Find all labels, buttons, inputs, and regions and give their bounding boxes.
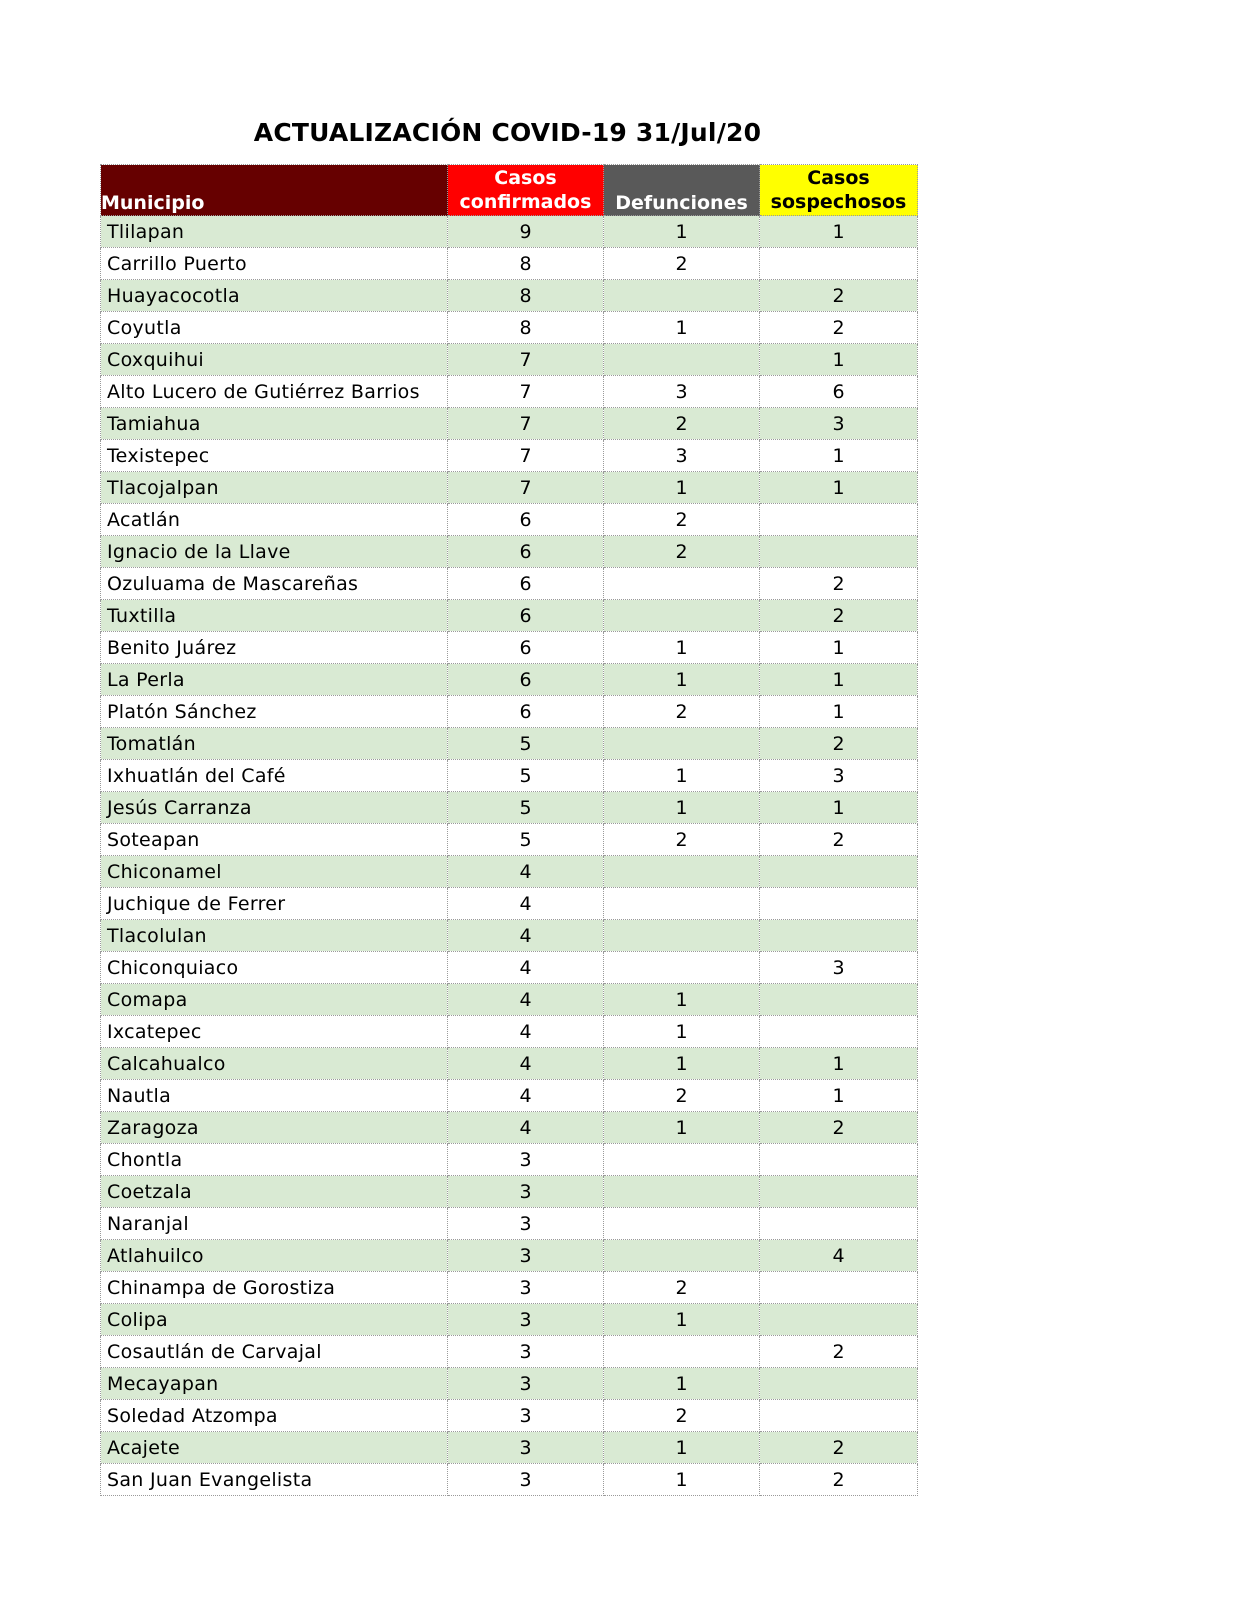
- cell-casos-sospechosos: 2: [760, 280, 918, 312]
- table-row: [101, 888, 918, 920]
- table-row: [101, 472, 918, 504]
- cell-municipio: Coyutla: [101, 312, 448, 344]
- cell-casos-confirmados: 9: [448, 216, 604, 248]
- cell-casos-confirmados: 5: [448, 824, 604, 856]
- cell-casos-confirmados: 3: [448, 1272, 604, 1304]
- table-row: [101, 632, 918, 664]
- cell-casos-sospechosos: [760, 984, 918, 1016]
- table-row: [101, 1240, 918, 1272]
- cell-municipio: Mecayapan: [101, 1368, 448, 1400]
- cell-casos-sospechosos: [760, 1176, 918, 1208]
- cell-defunciones: [604, 856, 760, 888]
- cell-municipio: Tlacolulan: [101, 920, 448, 952]
- cell-municipio: Chontla: [101, 1144, 448, 1176]
- cell-municipio: Tomatlán: [101, 728, 448, 760]
- cell-defunciones: 2: [604, 696, 760, 728]
- cell-casos-confirmados: 6: [448, 632, 604, 664]
- table-row: [101, 312, 918, 344]
- cell-defunciones: [604, 280, 760, 312]
- cell-casos-confirmados: 3: [448, 1400, 604, 1432]
- cell-municipio: Ixhuatlán del Café: [101, 760, 448, 792]
- table-row: [101, 280, 918, 312]
- cell-defunciones: [604, 952, 760, 984]
- cell-casos-sospechosos: 1: [760, 696, 918, 728]
- cell-municipio: Ozuluama de Mascareñas: [101, 568, 448, 600]
- table-row: [101, 344, 918, 376]
- cell-casos-sospechosos: [760, 856, 918, 888]
- cell-casos-confirmados: 3: [448, 1432, 604, 1464]
- cell-defunciones: [604, 344, 760, 376]
- cell-casos-sospechosos: 1: [760, 664, 918, 696]
- cell-defunciones: 1: [604, 1304, 760, 1336]
- page-title: ACTUALIZACIÓN COVID-19 31/Jul/20: [253, 118, 762, 147]
- cell-casos-sospechosos: 1: [760, 1048, 918, 1080]
- cell-municipio: Chiconamel: [101, 856, 448, 888]
- cell-municipio: Chinampa de Gorostiza: [101, 1272, 448, 1304]
- cell-casos-confirmados: 3: [448, 1336, 604, 1368]
- cell-casos-confirmados: 6: [448, 536, 604, 568]
- cell-casos-confirmados: 7: [448, 472, 604, 504]
- cell-casos-sospechosos: 1: [760, 344, 918, 376]
- cell-municipio: Platón Sánchez: [101, 696, 448, 728]
- cell-municipio: Alto Lucero de Gutiérrez Barrios: [101, 376, 448, 408]
- cell-casos-sospechosos: [760, 1016, 918, 1048]
- cell-casos-confirmados: 6: [448, 696, 604, 728]
- cell-municipio: La Perla: [101, 664, 448, 696]
- cell-casos-confirmados: 3: [448, 1464, 604, 1496]
- cell-casos-sospechosos: 2: [760, 600, 918, 632]
- table-row: [101, 1016, 918, 1048]
- cell-casos-sospechosos: 1: [760, 792, 918, 824]
- cell-casos-sospechosos: [760, 248, 918, 280]
- cell-casos-confirmados: 4: [448, 920, 604, 952]
- cell-casos-confirmados: 5: [448, 728, 604, 760]
- cell-municipio: Tlacojalpan: [101, 472, 448, 504]
- cell-casos-sospechosos: 1: [760, 632, 918, 664]
- cell-municipio: Chiconquiaco: [101, 952, 448, 984]
- table-row: [101, 984, 918, 1016]
- cell-casos-sospechosos: 4: [760, 1240, 918, 1272]
- cell-municipio: Texistepec: [101, 440, 448, 472]
- cell-defunciones: [604, 1336, 760, 1368]
- cell-municipio: Zaragoza: [101, 1112, 448, 1144]
- cell-defunciones: 3: [604, 376, 760, 408]
- cell-defunciones: 1: [604, 216, 760, 248]
- cell-municipio: Soteapan: [101, 824, 448, 856]
- cell-casos-confirmados: 4: [448, 1016, 604, 1048]
- cell-casos-confirmados: 3: [448, 1144, 604, 1176]
- cell-defunciones: 2: [604, 536, 760, 568]
- cell-casos-confirmados: 5: [448, 792, 604, 824]
- header-defunciones: Defunciones: [604, 165, 760, 216]
- cell-casos-confirmados: 7: [448, 440, 604, 472]
- cell-municipio: Soledad Atzompa: [101, 1400, 448, 1432]
- cell-casos-confirmados: 7: [448, 344, 604, 376]
- cell-casos-confirmados: 5: [448, 760, 604, 792]
- cell-municipio: Coetzala: [101, 1176, 448, 1208]
- header-casos-sospechosos: [760, 165, 918, 216]
- cell-casos-confirmados: 6: [448, 504, 604, 536]
- header-casos-confirmados-line1: Casos: [494, 167, 557, 189]
- cell-defunciones: 1: [604, 792, 760, 824]
- cell-casos-sospechosos: [760, 1400, 918, 1432]
- cell-casos-sospechosos: 2: [760, 728, 918, 760]
- table-row: [101, 952, 918, 984]
- cell-defunciones: [604, 1144, 760, 1176]
- cell-defunciones: 2: [604, 1080, 760, 1112]
- cell-casos-confirmados: 3: [448, 1304, 604, 1336]
- cell-casos-sospechosos: 2: [760, 1464, 918, 1496]
- cell-defunciones: [604, 1240, 760, 1272]
- cell-casos-sospechosos: [760, 1208, 918, 1240]
- cell-casos-confirmados: 4: [448, 856, 604, 888]
- cell-municipio: Tamiahua: [101, 408, 448, 440]
- cell-defunciones: 1: [604, 632, 760, 664]
- table-row: [101, 1432, 918, 1464]
- cell-casos-confirmados: 8: [448, 248, 604, 280]
- header-casos-confirmados: [448, 165, 604, 216]
- table-row: [101, 664, 918, 696]
- cell-casos-sospechosos: 2: [760, 1336, 918, 1368]
- header-municipio: Municipio: [101, 165, 448, 216]
- table-row: [101, 1464, 918, 1496]
- cell-defunciones: 1: [604, 472, 760, 504]
- cell-municipio: Coxquihui: [101, 344, 448, 376]
- cell-defunciones: 1: [604, 312, 760, 344]
- covid-table: [100, 164, 918, 1496]
- cell-municipio: Cosautlán de Carvajal: [101, 1336, 448, 1368]
- table-row: [101, 1112, 918, 1144]
- table-row: [101, 728, 918, 760]
- cell-casos-confirmados: 4: [448, 952, 604, 984]
- cell-municipio: Acajete: [101, 1432, 448, 1464]
- cell-municipio: Jesús Carranza: [101, 792, 448, 824]
- cell-municipio: Carrillo Puerto: [101, 248, 448, 280]
- cell-defunciones: 2: [604, 1400, 760, 1432]
- cell-casos-sospechosos: [760, 1272, 918, 1304]
- table-row: [101, 856, 918, 888]
- cell-casos-sospechosos: 2: [760, 824, 918, 856]
- table-row: [101, 536, 918, 568]
- cell-municipio: Benito Juárez: [101, 632, 448, 664]
- cell-defunciones: 2: [604, 408, 760, 440]
- cell-defunciones: 1: [604, 1016, 760, 1048]
- cell-municipio: Ignacio de la Llave: [101, 536, 448, 568]
- table-row: [101, 408, 918, 440]
- table-row: [101, 760, 918, 792]
- table-row: [101, 440, 918, 472]
- cell-casos-confirmados: 8: [448, 312, 604, 344]
- cell-defunciones: 2: [604, 1272, 760, 1304]
- cell-casos-confirmados: 4: [448, 1112, 604, 1144]
- cell-municipio: Juchique de Ferrer: [101, 888, 448, 920]
- cell-casos-confirmados: 4: [448, 888, 604, 920]
- cell-defunciones: [604, 888, 760, 920]
- table-row: [101, 216, 918, 248]
- cell-casos-sospechosos: 2: [760, 1112, 918, 1144]
- table-row: [101, 248, 918, 280]
- cell-casos-sospechosos: 2: [760, 1432, 918, 1464]
- cell-municipio: Tuxtilla: [101, 600, 448, 632]
- cell-defunciones: [604, 1176, 760, 1208]
- table-row: [101, 1400, 918, 1432]
- cell-defunciones: [604, 568, 760, 600]
- cell-defunciones: 1: [604, 1048, 760, 1080]
- cell-municipio: San Juan Evangelista: [101, 1464, 448, 1496]
- header-casos-confirmados-line2: confirmados: [459, 191, 592, 213]
- cell-defunciones: 1: [604, 1368, 760, 1400]
- table-row: [101, 824, 918, 856]
- cell-casos-sospechosos: 1: [760, 216, 918, 248]
- cell-defunciones: 1: [604, 1112, 760, 1144]
- cell-defunciones: [604, 600, 760, 632]
- cell-defunciones: 2: [604, 824, 760, 856]
- cell-municipio: Comapa: [101, 984, 448, 1016]
- cell-municipio: Atlahuilco: [101, 1240, 448, 1272]
- cell-casos-sospechosos: 1: [760, 1080, 918, 1112]
- cell-defunciones: [604, 728, 760, 760]
- cell-casos-confirmados: 3: [448, 1208, 604, 1240]
- table-row: [101, 792, 918, 824]
- table-row: [101, 1304, 918, 1336]
- cell-casos-sospechosos: [760, 504, 918, 536]
- cell-defunciones: 1: [604, 984, 760, 1016]
- cell-casos-confirmados: 4: [448, 1080, 604, 1112]
- cell-casos-confirmados: 6: [448, 568, 604, 600]
- cell-municipio: Calcahualco: [101, 1048, 448, 1080]
- cell-casos-sospechosos: [760, 1144, 918, 1176]
- table-row: [101, 376, 918, 408]
- cell-casos-confirmados: 8: [448, 280, 604, 312]
- table-row: [101, 1336, 918, 1368]
- cell-defunciones: 1: [604, 760, 760, 792]
- cell-municipio: Huayacocotla: [101, 280, 448, 312]
- table-row: [101, 504, 918, 536]
- cell-casos-confirmados: 4: [448, 1048, 604, 1080]
- cell-municipio: Naranjal: [101, 1208, 448, 1240]
- cell-municipio: Acatlán: [101, 504, 448, 536]
- table-row: [101, 1080, 918, 1112]
- table-row: [101, 1048, 918, 1080]
- cell-casos-sospechosos: [760, 1304, 918, 1336]
- cell-casos-confirmados: 6: [448, 664, 604, 696]
- cell-municipio: Ixcatepec: [101, 1016, 448, 1048]
- cell-casos-sospechosos: 2: [760, 568, 918, 600]
- table-body: [101, 216, 918, 1496]
- cell-casos-confirmados: 3: [448, 1176, 604, 1208]
- cell-defunciones: 1: [604, 1464, 760, 1496]
- table-header-row: [101, 165, 918, 216]
- cell-casos-sospechosos: [760, 920, 918, 952]
- table-row: [101, 696, 918, 728]
- cell-municipio: Tlilapan: [101, 216, 448, 248]
- cell-casos-sospechosos: 6: [760, 376, 918, 408]
- cell-municipio: Colipa: [101, 1304, 448, 1336]
- cell-casos-confirmados: 6: [448, 600, 604, 632]
- cell-casos-sospechosos: 3: [760, 952, 918, 984]
- cell-defunciones: 1: [604, 1432, 760, 1464]
- cell-casos-sospechosos: 2: [760, 312, 918, 344]
- cell-casos-confirmados: 7: [448, 408, 604, 440]
- cell-casos-sospechosos: [760, 536, 918, 568]
- table-row: [101, 1368, 918, 1400]
- cell-casos-sospechosos: 3: [760, 408, 918, 440]
- table-row: [101, 1176, 918, 1208]
- cell-casos-confirmados: 7: [448, 376, 604, 408]
- cell-defunciones: 3: [604, 440, 760, 472]
- table-row: [101, 1272, 918, 1304]
- cell-casos-sospechosos: [760, 1368, 918, 1400]
- table-row: [101, 1208, 918, 1240]
- cell-casos-sospechosos: 3: [760, 760, 918, 792]
- table-row: [101, 600, 918, 632]
- cell-casos-sospechosos: [760, 888, 918, 920]
- header-casos-sospechosos-line1: Casos: [807, 167, 870, 189]
- table-row: [101, 1144, 918, 1176]
- cell-defunciones: [604, 1208, 760, 1240]
- cell-casos-confirmados: 4: [448, 984, 604, 1016]
- cell-casos-confirmados: 3: [448, 1240, 604, 1272]
- cell-municipio: Nautla: [101, 1080, 448, 1112]
- table-row: [101, 920, 918, 952]
- cell-defunciones: [604, 920, 760, 952]
- cell-defunciones: 1: [604, 664, 760, 696]
- cell-casos-sospechosos: 1: [760, 440, 918, 472]
- cell-defunciones: 2: [604, 248, 760, 280]
- header-casos-sospechosos-line2: sospechosos: [770, 191, 907, 213]
- cell-defunciones: 2: [604, 504, 760, 536]
- cell-casos-sospechosos: 1: [760, 472, 918, 504]
- cell-casos-confirmados: 3: [448, 1368, 604, 1400]
- table-row: [101, 568, 918, 600]
